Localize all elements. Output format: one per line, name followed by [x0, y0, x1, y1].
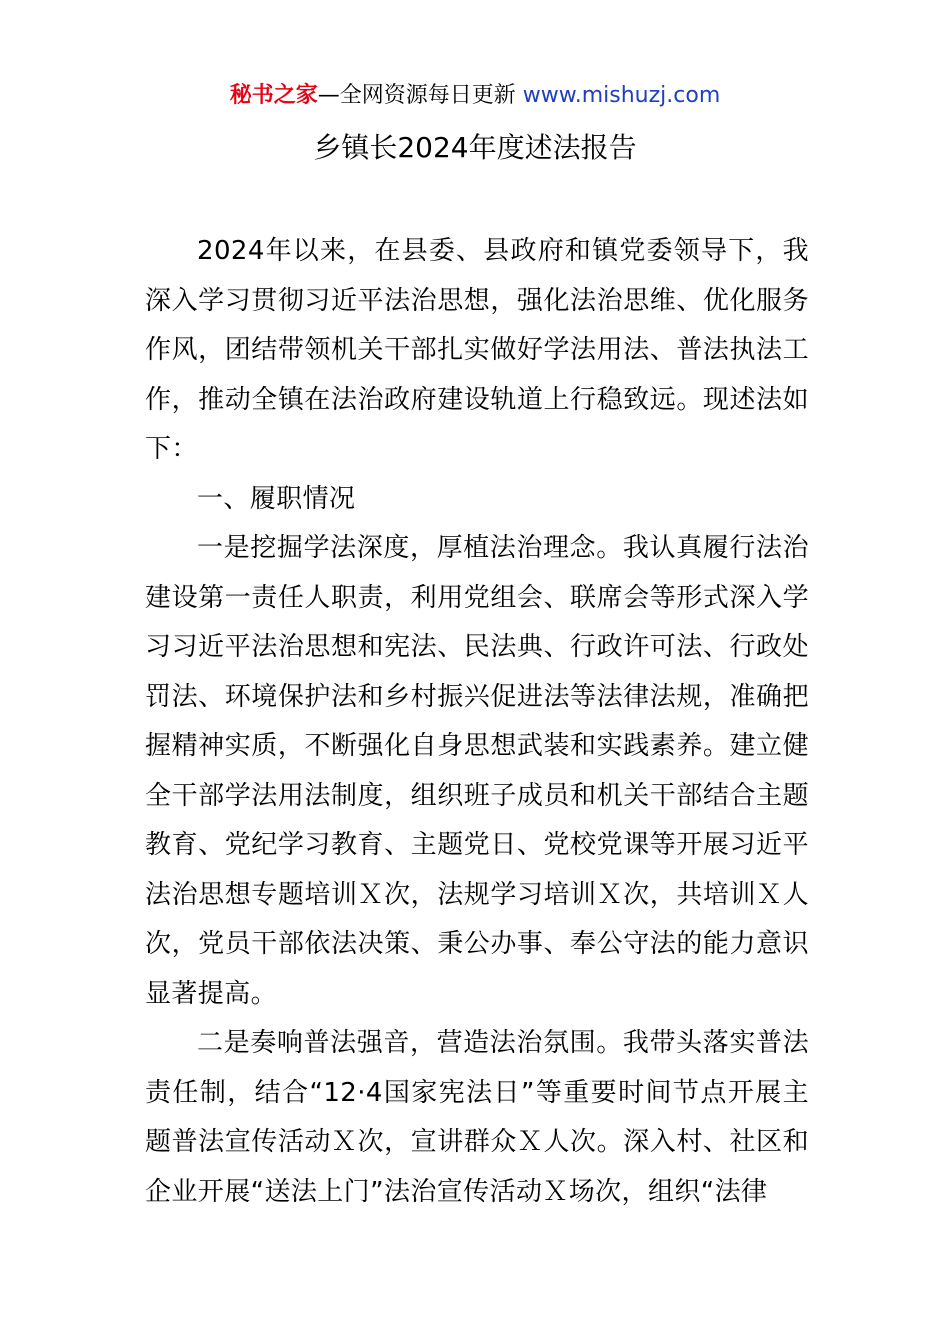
site-header — [0, 80, 950, 112]
body-paragraph: 二是奏响普法强音，营造法治氛围。我带头落实普法责任制，结合“12·4国家宪法日”等重要时间节点开展主题普法宣传活动Ｘ次，宣讲群众Ｘ人次。深入村、社区和企业开展“送法上门”法治宣传活动Ｘ场次，组织“法律 — [145, 1028, 809, 1207]
body-paragraph: 一是挖掘学法深度，厚植法治理念。我认真履行法治建设第一责任人职责，利用党组会、联席会等形式深入学习习近平法治思想和宪法、民法典、行政许可法、行政处罚法、环境保护法和乡村振兴促进法等法律法规，准确把握精神实质，不断强化自身思想武装和实践素养。建立健全干部学法用法制度，组织班子成员和机关干部结合主题教育、党纪学习教育、主题党日、党校党课等开展习近平法治思想专题培训Ｘ次，法规学习培训Ｘ次，共培训Ｘ人次，党员干部依法决策、秉公办事、奉公守法的能力意识显著提高。 — [145, 533, 809, 1009]
site-url-link[interactable]: www.mishuzj.com — [522, 83, 721, 108]
intro-paragraph: 2024年以来，在县委、县政府和镇党委领导下，我深入学习贯彻习近平法治思想，强化法治思维、优化服务作风，团结带领机关干部扎实做好学法用法、普法执法工作，推动全镇在法治政府建设轨道上行稳致远。现述法如下： — [145, 236, 809, 464]
document-title: 乡镇长2024年度述法报告 — [313, 131, 637, 164]
document-body — [145, 227, 809, 1217]
section-heading: 一、履职情况 — [197, 483, 356, 514]
site-tagline: —全网资源每日更新 — [317, 83, 523, 108]
site-brand: 秘书之家 — [229, 83, 318, 108]
